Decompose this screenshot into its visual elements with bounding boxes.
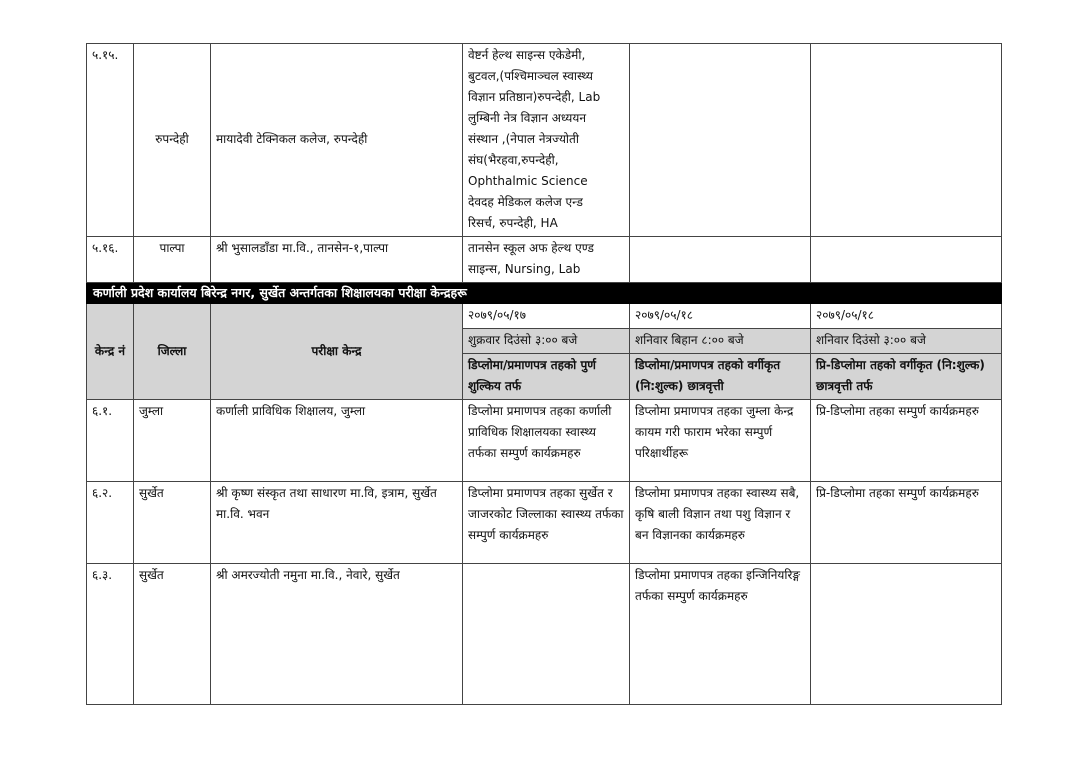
table-row — [87, 44, 1002, 237]
header-date: २०७९/०५/१८ — [630, 304, 811, 329]
district-cell: सुर्खेत — [134, 482, 211, 564]
program-cell: प्रि-डिप्लोमा तहका सम्पुर्ण कार्यक्रमहरु — [811, 400, 1002, 482]
header-program-type: प्रि-डिप्लोमा तहको वर्गीकृत (नि:शुल्क) छात्रवृत्ती तर्फ — [811, 354, 1002, 400]
program-cell: डिप्लोमा प्रमाणपत्र तहका कर्णाली प्राविधिक शिक्षालयका स्वास्थ्य तर्फका सम्पुर्ण कार्यक्रमहरु — [463, 400, 630, 482]
program-line: साइन्स, Nursing, Lab — [468, 262, 581, 276]
program-cell: डिप्लोमा प्रमाणपत्र तहका सुर्खेत र जाजरकोट जिल्लाका स्वास्थ्य तर्फका सम्पुर्ण कार्यक्रमहरु — [463, 482, 630, 564]
program-cell — [463, 237, 630, 283]
program-cell — [811, 564, 1002, 705]
center-number: ६.१. — [87, 400, 134, 482]
header-time: शनिवार दिउंसो ३:०० बजे — [811, 329, 1002, 354]
program-cell — [463, 44, 630, 237]
exam-center-cell: श्री अमरज्योती नमुना मा.वि., नेवारे, सुर्खेत — [211, 564, 463, 705]
header-time: शुक्रवार दिउंसो ३:०० बजे — [463, 329, 630, 354]
header-time: शनिवार बिहान ८:०० बजे — [630, 329, 811, 354]
center-number: ५.१५. — [87, 44, 134, 237]
table-row — [87, 400, 1002, 482]
center-number: ६.२. — [87, 482, 134, 564]
program-line: वेष्टर्न हेल्थ साइन्स एकेडेमी, — [468, 48, 586, 62]
header-district: जिल्ला — [134, 304, 211, 400]
header-program-type: डिप्लोमा/प्रमाणपत्र तहको वर्गीकृत (नि:शुल्क) छात्रवृत्ती — [630, 354, 811, 400]
exam-center-cell: मायादेवी टेक्निकल कलेज, रुपन्देही — [211, 44, 463, 237]
header-program-type: डिप्लोमा/प्रमाणपत्र तहको पुर्ण शुल्किय तर्फ — [463, 354, 630, 400]
empty-cell — [630, 237, 811, 283]
exam-center-cell: कर्णाली प्राविधिक शिक्षालय, जुम्ला — [211, 400, 463, 482]
exam-centers-table — [86, 43, 1002, 705]
program-line: संघ(भैरहवा,रुपन्देही, — [468, 153, 559, 167]
header-center-number: केन्द्र नं — [87, 304, 134, 400]
program-line: देवदह मेडिकल कलेज एन्ड — [468, 195, 583, 209]
program-line: रिसर्च, रुपन्देही, HA — [468, 216, 558, 230]
header-exam-center: परीक्षा केन्द्र — [211, 304, 463, 400]
program-line: बुटवल,(पश्चिमाञ्चल स्वास्थ्य — [468, 69, 594, 83]
header-row — [87, 304, 1002, 329]
exam-center-cell: श्री कृष्ण संस्कृत तथा साधारण मा.वि, इत्राम, सुर्खेत मा.वि. भवन — [211, 482, 463, 564]
program-cell: डिप्लोमा प्रमाणपत्र तहका जुम्ला केन्द्र कायम गरी फाराम भरेका सम्पुर्ण परिक्षार्थीहरू — [630, 400, 811, 482]
table-row — [87, 237, 1002, 283]
district-cell: सुर्खेत — [134, 564, 211, 705]
section-title: कर्णाली प्रदेश कार्यालय बिरेन्द्र नगर, सुर्खेत अन्तर्गतका शिक्षालयका परीक्षा केन्द्रहरू — [87, 283, 1002, 304]
table-row — [87, 482, 1002, 564]
district-cell: पाल्पा — [134, 237, 211, 283]
center-number: ५.१६. — [87, 237, 134, 283]
program-cell: प्रि-डिप्लोमा तहका सम्पुर्ण कार्यक्रमहरु — [811, 482, 1002, 564]
program-line: Ophthalmic Science — [468, 174, 588, 188]
header-date: २०७९/०५/१८ — [811, 304, 1002, 329]
program-cell: डिप्लोमा प्रमाणपत्र तहका इन्जिनियरिङ्ग तर्फका सम्पुर्ण कार्यक्रमहरु — [630, 564, 811, 705]
program-line: तानसेन स्कूल अफ हेल्थ एण्ड — [468, 241, 594, 255]
district-cell: रुपन्देही — [134, 44, 211, 237]
program-line: लुम्बिनी नेत्र विज्ञान अध्ययन — [468, 111, 586, 125]
empty-cell — [811, 237, 1002, 283]
header-date: २०७९/०५/१७ — [463, 304, 630, 329]
program-line: विज्ञान प्रतिष्ठान)रुपन्देही, Lab — [468, 90, 601, 104]
empty-cell — [630, 44, 811, 237]
empty-cell — [811, 44, 1002, 237]
center-number: ६.३. — [87, 564, 134, 705]
program-cell — [463, 564, 630, 705]
program-cell: डिप्लोमा प्रमाणपत्र तहका स्वास्थ्य सबै, कृषि बाली विज्ञान तथा पशु विज्ञान र बन विज्ञानका कार्यक्रमहरु — [630, 482, 811, 564]
program-line: संस्थान ,(नेपाल नेत्रज्योती — [468, 132, 579, 146]
exam-center-cell: श्री भुसालडाँडा मा.वि., तानसेन-१,पाल्पा — [211, 237, 463, 283]
district-cell: जुम्ला — [134, 400, 211, 482]
table-row — [87, 564, 1002, 705]
section-banner-row — [87, 283, 1002, 304]
